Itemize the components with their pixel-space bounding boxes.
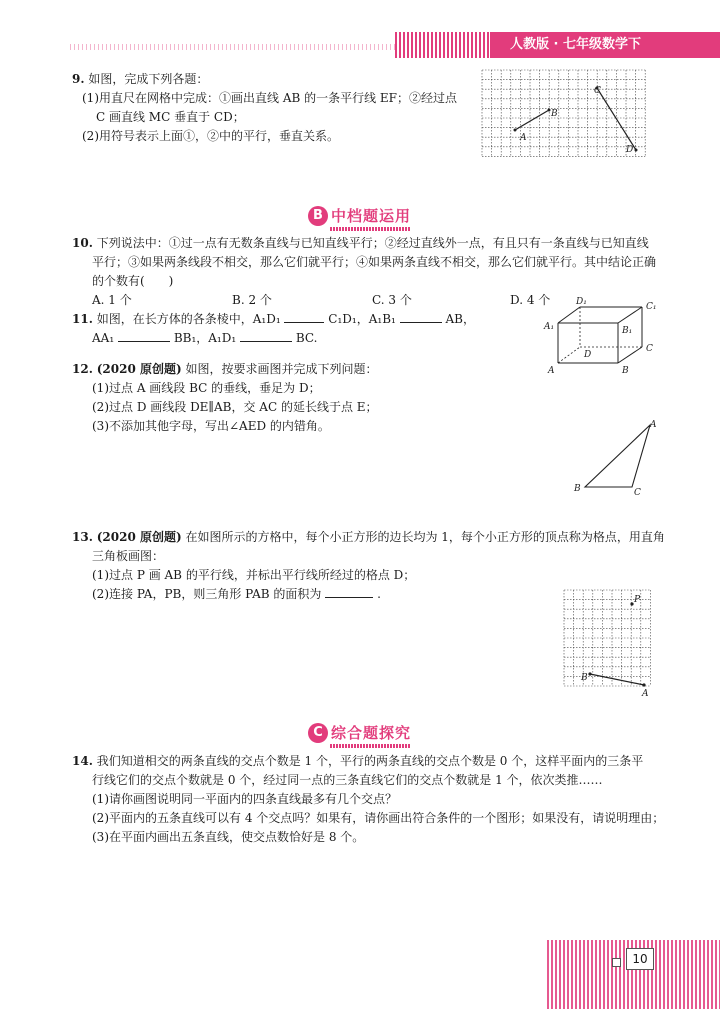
q11-blank-2[interactable] [400, 310, 442, 323]
q9-label-d: D [626, 145, 634, 155]
q9-line3: (2)用符号表示上面①，②中的平行，垂直关系。 [82, 129, 339, 143]
q10-line3: 的个数有( ) [92, 274, 174, 288]
q10-option-c: C. 3 个 [372, 293, 412, 307]
section-c-heading [308, 722, 411, 743]
q9-stem: 9. 如图，完成下列各题： [72, 72, 209, 86]
q13-area-blank[interactable] [325, 585, 373, 598]
section-b-underline [330, 227, 410, 231]
q10-option-b: B. 2 个 [232, 293, 272, 307]
q11-label-c: C [646, 344, 653, 354]
q14-line5: (3)在平面内画出五条直线，使交点数恰好是 8 个。 [92, 830, 365, 844]
q11-label-d1: D₁ [576, 297, 587, 307]
q11-line2: AA₁ BB₁，A₁D₁ BC. [92, 331, 318, 345]
section-c-underline [330, 744, 410, 748]
q13-label-p: P [634, 595, 641, 605]
q13-line1: 13. (2020 原创题) 在如图所示的方格中，每个小正方形的边长均为 1，每个小正方形的顶点称为格点，用直角 [72, 530, 665, 544]
header-title: 人教版 · 七年级数学下 [490, 32, 720, 58]
q12-line3: (3)不添加其他字母，写出∠AED 的内错角。 [92, 419, 330, 433]
q11-label-a: A [548, 366, 555, 376]
q10-option-d: D. 4 个 [510, 293, 551, 307]
q11-blank-4[interactable] [240, 329, 292, 342]
q11-label-b1: B₁ [622, 326, 633, 336]
section-c-badge: C [308, 723, 328, 743]
section-b-title: 中档题运用 [331, 207, 412, 225]
q9-line-ab [515, 110, 549, 130]
q11-label-b: B [622, 366, 629, 376]
q13-line2: 三角板画图： [92, 549, 165, 563]
q11-label-d: D [584, 350, 592, 360]
q10-line2: 平行；③如果两条线段不相交，那么它们就平行；④如果两条直线不相交，那么它们就平行。其中结论正确 [92, 255, 657, 269]
footer-square-icon [612, 958, 621, 967]
q10-option-a: A. 1 个 [92, 293, 132, 307]
q9-label-c: C [594, 86, 601, 96]
header-decoration [70, 44, 395, 50]
q12-label-c: C [634, 488, 641, 497]
q13-grid-figure [562, 588, 662, 700]
q9-line2: C 画直线 MC 垂直于 CD； [96, 110, 245, 124]
q11-blank-1[interactable] [284, 310, 324, 323]
q11-cuboid-figure [540, 295, 665, 377]
section-b-heading [308, 205, 411, 226]
q12-stem: 12. (2020 原创题) 如图，按要求画图并完成下列问题： [72, 362, 378, 376]
q11-label-c1: C₁ [646, 302, 657, 312]
q14-line3: (1)请你画图说明同一平面内的四条直线最多有几个交点？ [92, 792, 398, 806]
section-b-badge: B [308, 206, 328, 226]
q12-line2: (2)过点 D 画线段 DE∥AB，交 AC 的延长线于点 E； [92, 400, 378, 414]
q14-line4: (2)平面内的五条直线可以有 4 个交点吗？如果有，请你画出符合条件的一个图形；如果没有，请说明理由； [92, 811, 665, 825]
q9-grid-figure [480, 68, 655, 158]
q13-label-b: B [581, 673, 588, 683]
q13-label-a: A [642, 689, 649, 699]
q14-line2: 行线它们的交点个数就是 0 个，经过同一点的三条直线它们的交点个数就是 1 个，依次类推…… [92, 773, 603, 787]
q14-line1: 14. 我们知道相交的两条直线的交点个数是 1 个，平行的两条直线的交点个数是 0 个，这样平面内的三条平 [72, 754, 644, 768]
q11-blank-3[interactable] [118, 329, 170, 342]
q12-line1: (1)过点 A 画线段 BC 的垂线，垂足为 D； [92, 381, 321, 395]
page-number: 10 [626, 948, 654, 970]
q10-line1: 10. 下列说法中：①过一点有无数条直线与已知直线平行；②经过直线外一点，有且只有一条直线与已知直线 [72, 236, 649, 250]
q9-label-a: A [520, 133, 527, 143]
q12-label-a: A [650, 420, 657, 430]
q12-triangle-figure [570, 415, 665, 497]
q13-line4: (2)连接 PA，PB，则三角形 PAB 的面积为 . [92, 587, 381, 601]
q13-line3: (1)过点 P 画 AB 的平行线，并标出平行线所经过的格点 D； [92, 568, 416, 582]
q9-line1: (1)用直尺在网格中完成：①画出直线 AB 的一条平行线 EF；②经过点 [82, 91, 458, 105]
q12-label-b: B [574, 484, 581, 494]
q11-label-a1: A₁ [544, 322, 555, 332]
section-c-title: 综合题探究 [331, 724, 412, 742]
q9-label-b: B [551, 109, 558, 119]
q11-line1: 11. 如图，在长方体的各条棱中，A₁D₁ C₁D₁，A₁B₁ AB， [72, 312, 475, 326]
q13-segment-ab [590, 674, 644, 685]
